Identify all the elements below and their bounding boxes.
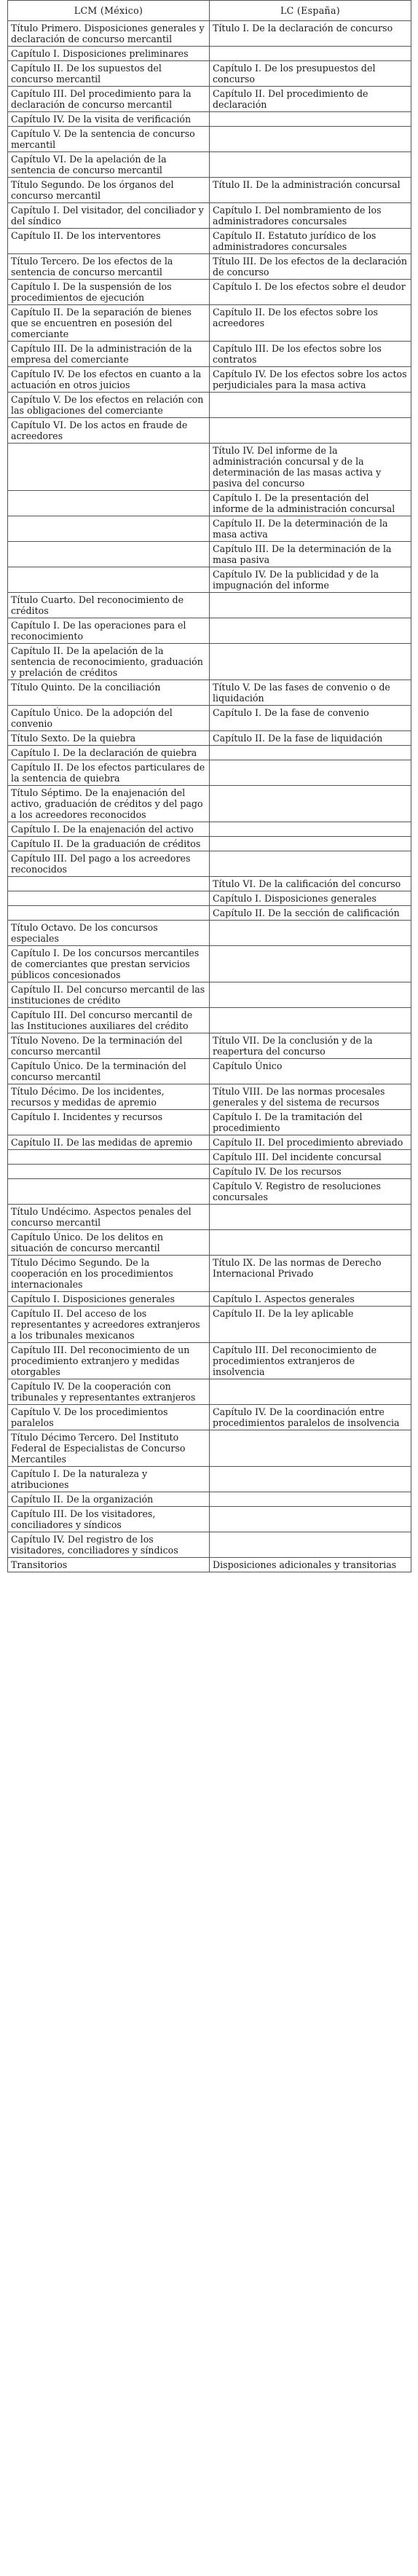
cell-lc-espana: Capítulo V. Registro de resoluciones concursales xyxy=(210,1179,411,1205)
cell-lcm-mexico: Capítulo IV. Del registro de los visitadores, conciliadores y síndicos xyxy=(8,1532,210,1558)
cell-lcm-mexico: Capítulo II. Del concurso mercantil de las instituciones de crédito xyxy=(8,982,210,1008)
cell-lc-espana: Título V. De las fases de convenio o de liquidación xyxy=(210,680,411,706)
table-row xyxy=(8,61,411,87)
cell-lc-espana: Capítulo I. De los efectos sobre el deudor xyxy=(210,280,411,305)
cell-lc-espana: Título VIII. De las normas procesales generales y del sistema de recursos xyxy=(210,1084,411,1110)
table-row xyxy=(8,393,411,418)
table-row xyxy=(8,593,411,618)
cell-lcm-mexico: Capítulo Único. De la terminación del concurso mercantil xyxy=(8,1059,210,1084)
cell-lcm-mexico: Capítulo VI. De la apelación de la sentencia de concurso mercantil xyxy=(8,152,210,178)
table-row xyxy=(8,1558,411,1572)
cell-lcm-mexico: Capítulo III. De la administración de la empresa del comerciante xyxy=(8,342,210,367)
cell-lc-espana xyxy=(210,822,411,837)
cell-lc-espana: Capítulo IV. De la coordinación entre procedimientos paralelos de insolvencia xyxy=(210,1405,411,1430)
cell-lc-espana: Capítulo II. De la ley aplicable xyxy=(210,1307,411,1343)
table-row xyxy=(8,127,411,152)
cell-lc-espana: Título II. De la administración concursal xyxy=(210,178,411,203)
cell-lcm-mexico xyxy=(8,542,210,567)
cell-lcm-mexico: Capítulo I. De los concursos mercantiles de comerciantes que prestan servicios públicos concesionados xyxy=(8,946,210,982)
table-row xyxy=(8,1059,411,1084)
table-row xyxy=(8,21,411,47)
cell-lc-espana xyxy=(210,1379,411,1405)
cell-lc-espana xyxy=(210,152,411,178)
table-row xyxy=(8,542,411,567)
table-row xyxy=(8,1033,411,1059)
table-row xyxy=(8,1343,411,1379)
table-row xyxy=(8,891,411,906)
cell-lcm-mexico: Capítulo III. Del procedimiento para la declaración de concurso mercantil xyxy=(8,87,210,112)
cell-lc-espana xyxy=(210,393,411,418)
cell-lc-espana xyxy=(210,1205,411,1230)
cell-lcm-mexico: Capítulo I. Disposiciones preliminares xyxy=(8,47,210,61)
cell-lcm-mexico: Capítulo II. De la organización xyxy=(8,1492,210,1507)
table-row xyxy=(8,982,411,1008)
cell-lcm-mexico: Capítulo I. De la declaración de quiebra xyxy=(8,746,210,760)
table-row xyxy=(8,644,411,680)
table-row xyxy=(8,444,411,491)
cell-lc-espana: Capítulo I. Disposiciones generales xyxy=(210,891,411,906)
cell-lcm-mexico: Capítulo II. De la apelación de la sentencia de reconocimiento, graduación y prelación de créditos xyxy=(8,644,210,680)
table-row xyxy=(8,367,411,393)
cell-lcm-mexico: Capítulo II. De la separación de bienes que se encuentren en posesión del comerciante xyxy=(8,305,210,342)
cell-lcm-mexico: Capítulo II. Del acceso de los representantes y acreedores extranjeros a los tribunales mexicanos xyxy=(8,1307,210,1343)
table-header xyxy=(8,1,411,21)
table-row xyxy=(8,1008,411,1033)
table-row xyxy=(8,1165,411,1179)
cell-lcm-mexico: Título Décimo Segundo. De la cooperación en los procedimientos internacionales xyxy=(8,1256,210,1292)
cell-lcm-mexico: Capítulo Único. De los delitos en situación de concurso mercantil xyxy=(8,1230,210,1256)
cell-lc-espana xyxy=(210,946,411,982)
table-row xyxy=(8,618,411,644)
cell-lcm-mexico xyxy=(8,491,210,516)
cell-lc-espana: Capítulo I. De la fase de convenio xyxy=(210,706,411,731)
cell-lcm-mexico: Capítulo I. Disposiciones generales xyxy=(8,1292,210,1307)
table-row xyxy=(8,491,411,516)
cell-lc-espana: Disposiciones adicionales y transitorias xyxy=(210,1558,411,1572)
table-row xyxy=(8,112,411,127)
table-row xyxy=(8,1205,411,1230)
cell-lc-espana xyxy=(210,112,411,127)
cell-lc-espana xyxy=(210,1492,411,1507)
table-row xyxy=(8,906,411,921)
cell-lcm-mexico: Capítulo III. De los visitadores, conciliadores y síndicos xyxy=(8,1507,210,1532)
cell-lc-espana xyxy=(210,1507,411,1532)
cell-lc-espana xyxy=(210,746,411,760)
cell-lcm-mexico: Título Tercero. De los efectos de la sentencia de concurso mercantil xyxy=(8,254,210,280)
cell-lcm-mexico xyxy=(8,906,210,921)
table-row xyxy=(8,760,411,786)
cell-lc-espana: Capítulo IV. De los recursos xyxy=(210,1165,411,1179)
table-body xyxy=(8,21,411,1572)
table-row xyxy=(8,1507,411,1532)
table-row xyxy=(8,567,411,593)
cell-lc-espana: Capítulo II. De la sección de calificación xyxy=(210,906,411,921)
table-row xyxy=(8,1256,411,1292)
table-row xyxy=(8,418,411,444)
cell-lc-espana: Capítulo II. De la determinación de la masa activa xyxy=(210,516,411,542)
cell-lcm-mexico: Título Cuarto. Del reconocimiento de créditos xyxy=(8,593,210,618)
table-row xyxy=(8,1492,411,1507)
cell-lcm-mexico: Capítulo V. De los efectos en relación con las obligaciones del comerciante xyxy=(8,393,210,418)
table-row xyxy=(8,516,411,542)
cell-lc-espana: Capítulo IV. De los efectos sobre los actos perjudiciales para la masa activa xyxy=(210,367,411,393)
cell-lcm-mexico: Capítulo II. De la graduación de créditos xyxy=(8,837,210,851)
cell-lc-espana xyxy=(210,418,411,444)
table-row xyxy=(8,87,411,112)
cell-lc-espana: Capítulo III. De la determinación de la masa pasiva xyxy=(210,542,411,567)
cell-lcm-mexico: Capítulo V. De los procedimientos paralelos xyxy=(8,1405,210,1430)
column-header-lc-espana: LC (España) xyxy=(210,1,411,21)
cell-lc-espana xyxy=(210,644,411,680)
cell-lcm-mexico xyxy=(8,891,210,906)
table-row xyxy=(8,731,411,746)
cell-lc-espana: Capítulo III. Del reconocimiento de procedimientos extranjeros de insolvencia xyxy=(210,1343,411,1379)
table-row xyxy=(8,851,411,877)
cell-lc-espana xyxy=(210,47,411,61)
cell-lc-espana xyxy=(210,1532,411,1558)
cell-lcm-mexico: Capítulo III. Del reconocimiento de un procedimiento extranjero y medidas otorgables xyxy=(8,1343,210,1379)
cell-lc-espana: Capítulo Único xyxy=(210,1059,411,1084)
table-row xyxy=(8,1150,411,1165)
cell-lc-espana: Título IV. Del informe de la administración concursal y de la determinación de las masas activa y pasiva del concurso xyxy=(210,444,411,491)
cell-lc-espana xyxy=(210,593,411,618)
table-row xyxy=(8,1379,411,1405)
cell-lcm-mexico: Capítulo I. De la naturaleza y atribuciones xyxy=(8,1467,210,1492)
cell-lcm-mexico: Título Quinto. De la conciliación xyxy=(8,680,210,706)
table-row xyxy=(8,1467,411,1492)
cell-lcm-mexico: Título Noveno. De la terminación del concurso mercantil xyxy=(8,1033,210,1059)
cell-lc-espana xyxy=(210,921,411,946)
cell-lc-espana xyxy=(210,851,411,877)
cell-lc-espana: Capítulo II. De los efectos sobre los acreedores xyxy=(210,305,411,342)
cell-lc-espana xyxy=(210,760,411,786)
cell-lc-espana: Título IX. De las normas de Derecho Internacional Privado xyxy=(210,1256,411,1292)
cell-lcm-mexico: Capítulo VI. De los actos en fraude de acreedores xyxy=(8,418,210,444)
cell-lc-espana: Título VII. De la conclusión y de la reapertura del concurso xyxy=(210,1033,411,1059)
cell-lcm-mexico: Título Sexto. De la quiebra xyxy=(8,731,210,746)
cell-lcm-mexico: Capítulo I. De las operaciones para el reconocimiento xyxy=(8,618,210,644)
cell-lc-espana xyxy=(210,1430,411,1467)
table-row xyxy=(8,203,411,229)
table-row xyxy=(8,1405,411,1430)
cell-lcm-mexico: Título Segundo. De los órganos del concurso mercantil xyxy=(8,178,210,203)
cell-lcm-mexico: Título Primero. Disposiciones generales y declaración de concurso mercantil xyxy=(8,21,210,47)
cell-lc-espana: Título I. De la declaración de concurso xyxy=(210,21,411,47)
cell-lc-espana: Capítulo IV. De la publicidad y de la impugnación del informe xyxy=(210,567,411,593)
cell-lc-espana: Capítulo I. Del nombramiento de los administradores concursales xyxy=(210,203,411,229)
cell-lcm-mexico: Título Undécimo. Aspectos penales del concurso mercantil xyxy=(8,1205,210,1230)
cell-lcm-mexico: Capítulo III. Del pago a los acreedores reconocidos xyxy=(8,851,210,877)
table-row xyxy=(8,680,411,706)
table-row xyxy=(8,47,411,61)
table-row xyxy=(8,254,411,280)
cell-lc-espana: Capítulo I. Aspectos generales xyxy=(210,1292,411,1307)
cell-lcm-mexico: Título Décimo. De los incidentes, recursos y medidas de apremio xyxy=(8,1084,210,1110)
table-row xyxy=(8,305,411,342)
table-row xyxy=(8,1430,411,1467)
table-row xyxy=(8,921,411,946)
cell-lcm-mexico: Capítulo Único. De la adopción del convenio xyxy=(8,706,210,731)
table-row xyxy=(8,837,411,851)
cell-lcm-mexico: Transitorios xyxy=(8,1558,210,1572)
table-row xyxy=(8,1135,411,1150)
cell-lcm-mexico: Capítulo I. De la suspensión de los procedimientos de ejecución xyxy=(8,280,210,305)
table-row xyxy=(8,1230,411,1256)
cell-lc-espana xyxy=(210,837,411,851)
cell-lcm-mexico xyxy=(8,444,210,491)
cell-lcm-mexico: Título Octavo. De los concursos especiales xyxy=(8,921,210,946)
table-row xyxy=(8,1292,411,1307)
table-row xyxy=(8,786,411,822)
cell-lcm-mexico: Capítulo II. De los interventores xyxy=(8,229,210,254)
cell-lc-espana xyxy=(210,786,411,822)
cell-lcm-mexico: Capítulo I. De la enajenación del activo xyxy=(8,822,210,837)
table-row xyxy=(8,1307,411,1343)
cell-lcm-mexico xyxy=(8,567,210,593)
cell-lc-espana xyxy=(210,1008,411,1033)
table-row xyxy=(8,946,411,982)
cell-lcm-mexico: Capítulo I. Incidentes y recursos xyxy=(8,1110,210,1135)
cell-lc-espana: Título III. De los efectos de la declaración de concurso xyxy=(210,254,411,280)
table-row xyxy=(8,229,411,254)
cell-lcm-mexico xyxy=(8,1165,210,1179)
cell-lc-espana: Capítulo II. Estatuto jurídico de los administradores concursales xyxy=(210,229,411,254)
table-row xyxy=(8,822,411,837)
table-row xyxy=(8,342,411,367)
cell-lc-espana xyxy=(210,982,411,1008)
table-row xyxy=(8,1532,411,1558)
cell-lc-espana: Título VI. De la calificación del concurso xyxy=(210,877,411,891)
cell-lc-espana: Capítulo I. De los presupuestos del concurso xyxy=(210,61,411,87)
cell-lcm-mexico: Capítulo IV. De la cooperación con tribunales y representantes extranjeros xyxy=(8,1379,210,1405)
cell-lcm-mexico: Capítulo V. De la sentencia de concurso mercantil xyxy=(8,127,210,152)
cell-lc-espana: Capítulo II. De la fase de liquidación xyxy=(210,731,411,746)
table-row xyxy=(8,1084,411,1110)
column-header-lcm-mexico: LCM (México) xyxy=(8,1,210,21)
table-row xyxy=(8,178,411,203)
table-row xyxy=(8,746,411,760)
cell-lcm-mexico xyxy=(8,516,210,542)
cell-lc-espana: Capítulo I. De la tramitación del procedimiento xyxy=(210,1110,411,1135)
cell-lc-espana: Capítulo I. De la presentación del informe de la administración concursal xyxy=(210,491,411,516)
table-row xyxy=(8,1110,411,1135)
cell-lcm-mexico: Capítulo II. De las medidas de apremio xyxy=(8,1135,210,1150)
cell-lc-espana xyxy=(210,618,411,644)
cell-lc-espana xyxy=(210,127,411,152)
cell-lc-espana: Capítulo III. Del incidente concursal xyxy=(210,1150,411,1165)
cell-lc-espana: Capítulo III. De los efectos sobre los contratos xyxy=(210,342,411,367)
cell-lcm-mexico: Título Décimo Tercero. Del Instituto Federal de Especialistas de Concurso Mercantiles xyxy=(8,1430,210,1467)
comparison-table xyxy=(7,0,411,1572)
header-row xyxy=(8,1,411,21)
cell-lcm-mexico: Título Séptimo. De la enajenación del activo, graduación de créditos y del pago a los acreedores reconocidos xyxy=(8,786,210,822)
table-row xyxy=(8,706,411,731)
cell-lcm-mexico: Capítulo IV. De la visita de verificación xyxy=(8,112,210,127)
cell-lcm-mexico: Capítulo I. Del visitador, del conciliador y del síndico xyxy=(8,203,210,229)
cell-lcm-mexico: Capítulo III. Del concurso mercantil de las Instituciones auxiliares del crédito xyxy=(8,1008,210,1033)
cell-lcm-mexico: Capítulo II. De los supuestos del concurso mercantil xyxy=(8,61,210,87)
cell-lc-espana: Capítulo II. Del procedimiento de declaración xyxy=(210,87,411,112)
cell-lcm-mexico xyxy=(8,877,210,891)
table-row xyxy=(8,1179,411,1205)
cell-lc-espana xyxy=(210,1467,411,1492)
cell-lcm-mexico xyxy=(8,1150,210,1165)
cell-lc-espana xyxy=(210,1230,411,1256)
cell-lcm-mexico: Capítulo II. De los efectos particulares de la sentencia de quiebra xyxy=(8,760,210,786)
table-row xyxy=(8,280,411,305)
table-row xyxy=(8,152,411,178)
cell-lc-espana: Capítulo II. Del procedimiento abreviado xyxy=(210,1135,411,1150)
cell-lcm-mexico: Capítulo IV. De los efectos en cuanto a la actuación en otros juicios xyxy=(8,367,210,393)
cell-lcm-mexico xyxy=(8,1179,210,1205)
table-row xyxy=(8,877,411,891)
